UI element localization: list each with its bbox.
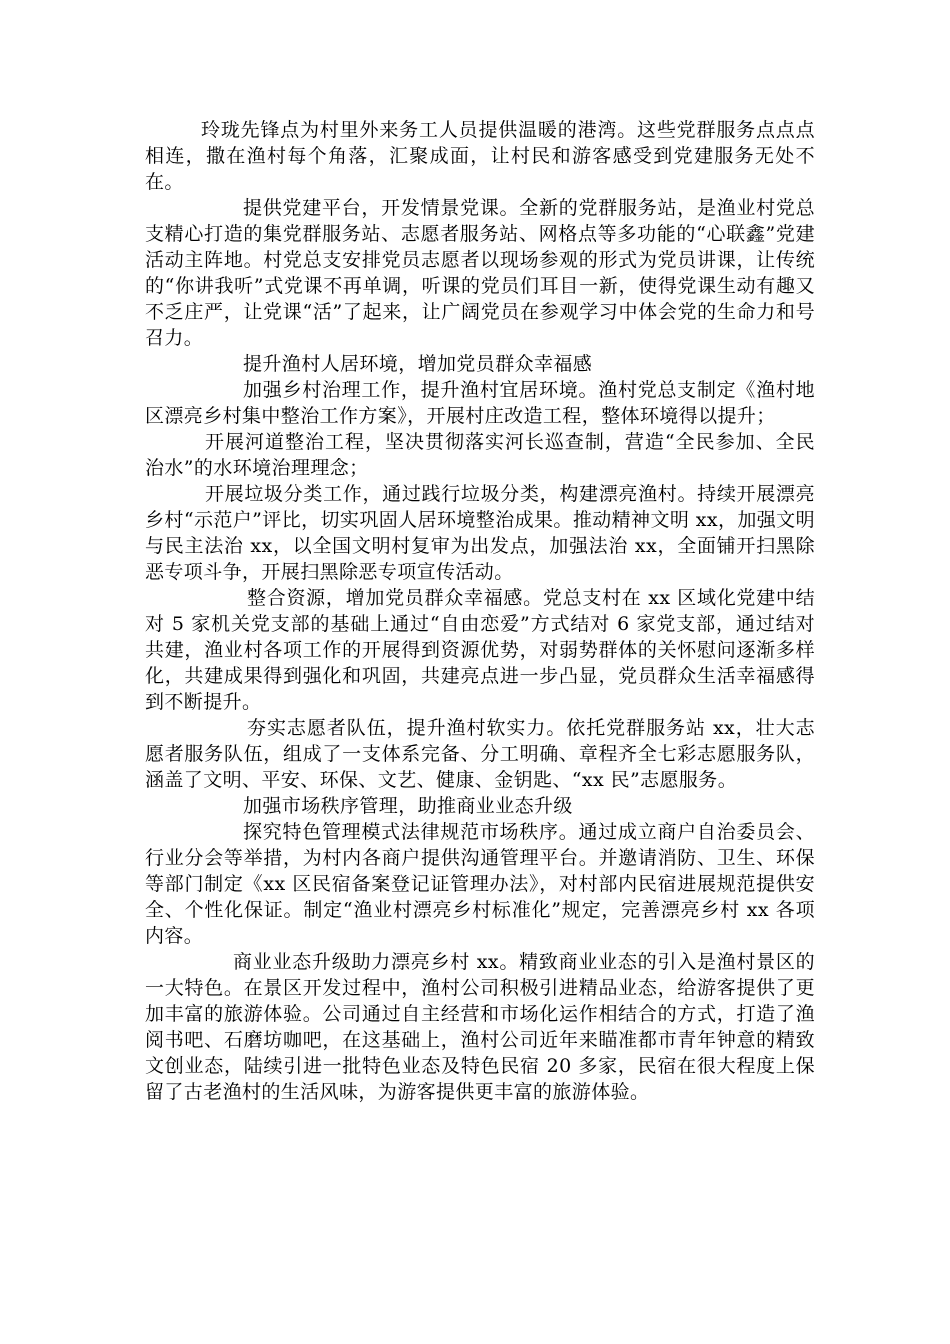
section-heading-living-environment: 提升渔村人居环境，增加党员群众幸福感 — [243, 353, 593, 375]
paragraph-service-points: 玲珑先锋点为村里外来务工人员提供温暖的港湾。这些党群服务点点点相连，撒在渔村每个角落，汇聚成面，让村民和游客感受到党建服务无处不在。 — [145, 119, 815, 193]
paragraph-party-platform: 提供党建平台，开发情景党课。全新的党群服务站，是渔业村党总支精心打造的集党群服务站、志愿者服务站、网格点等多功能的“心联鑫”党建活动主阵地。村党总支安排党员志愿者以现场参观的形式为党员讲课，让传统的“你讲我听”式党课不再单调，听课的党员们耳目一新，使得党课生动有趣又不乏庄严，让党课“活”了起来，让广阔党员在参观学习中体会党的生命力和号召力。 — [145, 197, 815, 349]
document-body — [145, 117, 815, 1105]
paragraph-volunteer-team: 夯实志愿者队伍，提升渔村软实力。依托党群服务站 xx，壮大志愿者服务队伍，组成了一支体系完备、分工明确、章程齐全七彩志愿服务队，涵盖了文明、平安、环保、文艺、健康、金钥匙、“xx 民”志愿服务。 — [145, 717, 815, 791]
section-heading-market-order: 加强市场秩序管理，助推商业业态升级 — [243, 795, 573, 817]
paragraph-business-upgrade: 商业业态升级助力漂亮乡村 xx。精致商业业态的引入是渔村景区的一大特色。在景区开发过程中，渔村公司积极引进精品业态，给游客提供了更加丰富的旅游体验。公司通过自主经营和市场化运作相结合的方式，打造了渔阅书吧、石磨坊咖吧，在这基础上，渔村公司近年来瞄准都市青年钟意的精致文创业态，陆续引进一批特色业态及特色民宿 20 多家，民宿在很大程度上保留了古老渔村的生活风味，为游客提供更丰富的旅游体验。 — [145, 951, 815, 1103]
paragraph-river-improvement: 开展河道整治工程，坚决贯彻落实河长巡查制，营造“全民参加、全民治水”的水环境治理理念； — [145, 431, 815, 479]
paragraph-rural-governance: 加强乡村治理工作，提升渔村宜居环境。渔村党总支制定《渔村地区漂亮乡村集中整治工作方案》，开展村庄改造工程，整体环境得以提升； — [145, 379, 815, 427]
paragraph-garbage-sorting: 开展垃圾分类工作，通过践行垃圾分类，构建漂亮渔村。持续开展漂亮乡村“示范户”评比，切实巩固人居环境整治成果。推动精神文明 xx，加强文明与民主法治 xx，以全国文明村复审为出发点，加强法治 xx，全面铺开扫黑除恶专项斗争，开展扫黑除恶专项宣传活动。 — [145, 483, 815, 583]
paragraph-market-regulation: 探究特色管理模式法律规范市场秩序。通过成立商户自治委员会、行业分会等举措，为村内各商户提供沟通管理平台。并邀请消防、卫生、环保等部门制定《xx 区民宿备案登记证管理办法》，对村部内民宿进展规范提供安全、个性化保证。制定“渔业村漂亮乡村标准化”规定，完善漂亮乡村 xx 各项内容。 — [145, 821, 815, 947]
paragraph-resource-integration: 整合资源，增加党员群众幸福感。党总支村在 xx 区域化党建中结对 5 家机关党支部的基础上通过“自由恋爱”方式结对 6 家党支部，通过结对共建，渔业村各项工作的开展得到资源优势，对弱势群体的关怀慰问逐渐多样化，共建成果得到强化和巩固，共建亮点进一步凸显，党员群众生活幸福感得到不断提升。 — [145, 587, 815, 713]
